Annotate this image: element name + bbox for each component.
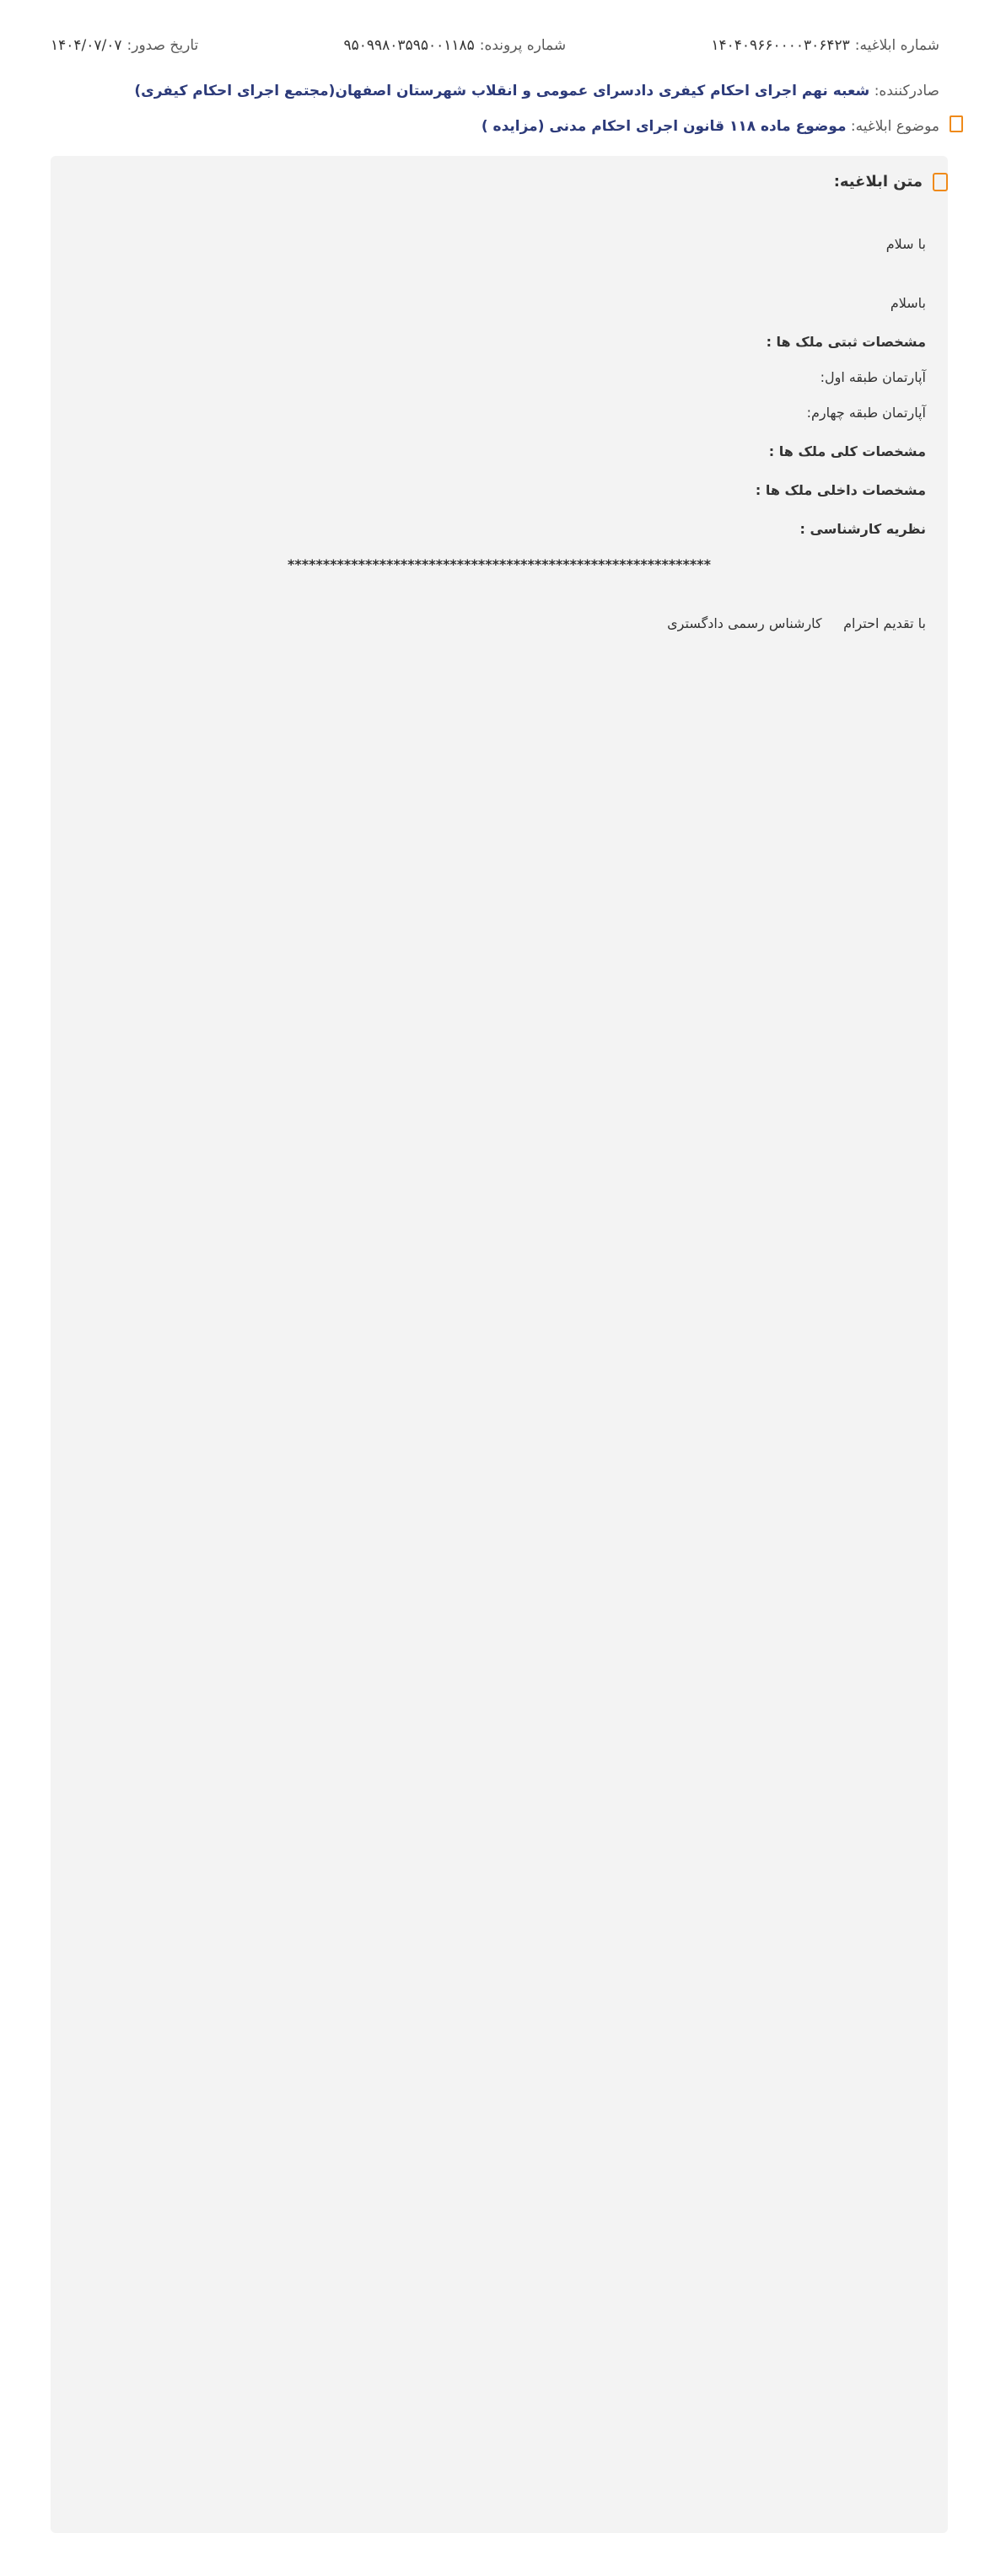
case-number: شماره پرونده:۹۵۰۹۹۸۰۳۵۹۵۰۰۱۱۸۵ — [343, 37, 567, 54]
unit4-title: آپارتمان طبقه چهارم: — [806, 405, 926, 421]
notice-number: شماره ابلاغیه:۱۴۰۴۰۹۶۶۰۰۰۰۳۰۶۴۲۳ — [711, 37, 939, 54]
separator-line: ************************************************************ — [287, 556, 712, 572]
text-document-icon — [933, 173, 948, 191]
subject-line: موضوع ابلاغیه: موضوع ماده ۱۱۸ قانون اجرای احکام مدنی (مزایده ) — [481, 118, 939, 135]
issue-date: تاریخ صدور:۱۴۰۴/۰۷/۰۷ — [51, 37, 199, 54]
signoff: با تقدیم احترام کارشناس رسمی دادگستری — [667, 615, 926, 631]
heading-registry: مشخصات ثبتی ملک ها : — [766, 334, 926, 350]
greeting: با سلام — [885, 236, 926, 252]
greeting-2: باسلام — [890, 295, 926, 311]
notice-meta-row — [51, 37, 939, 54]
notice-text-heading: متن ابلاغیه: — [833, 173, 923, 191]
heading-opinion: نظریه کارشناسی : — [799, 521, 926, 537]
notice-body — [73, 232, 926, 2516]
issuer-line: صادرکننده: شعبه نهم اجرای احکام کیفری دادسرای عمومی و انقلاب شهرستان اصفهان(مجتمع اجرای احکام کیفری) — [134, 83, 939, 99]
heading-general: مشخصات کلی ملک ها : — [768, 443, 926, 459]
heading-interior: مشخصات داخلی ملک ها : — [755, 482, 926, 498]
notice-text-card — [51, 156, 948, 2533]
unit1-title: آپارتمان طبقه اول: — [820, 369, 926, 385]
document-icon — [950, 115, 963, 132]
